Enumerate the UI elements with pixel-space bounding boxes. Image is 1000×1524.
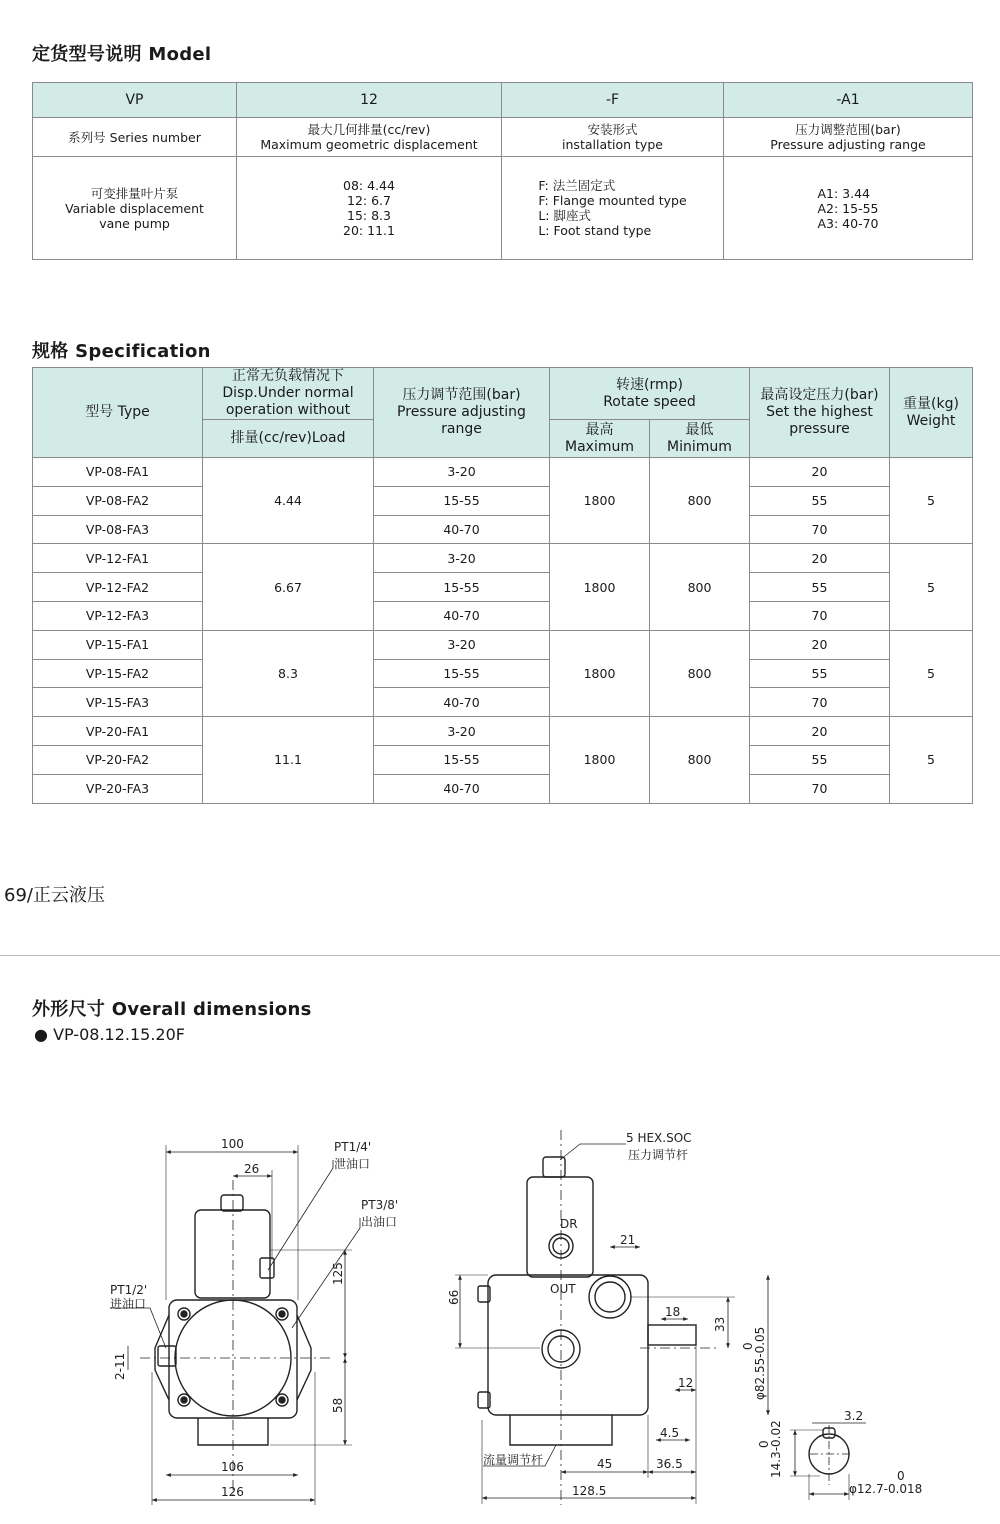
- header-line: Maximum: [565, 438, 634, 455]
- disp-sub-header: 排量(cc/rev)Load: [203, 420, 374, 458]
- pressure-range-cell: 15-55: [374, 745, 550, 774]
- table-row: [33, 688, 973, 717]
- port-label: 出油口: [361, 1215, 398, 1229]
- value-line: 20: 11.1: [343, 223, 395, 238]
- dim-label: 33: [713, 1316, 727, 1332]
- type-cell: VP-12-FA2: [33, 573, 203, 602]
- header-line: 转速(rmp): [616, 376, 683, 393]
- header-line: 最大几何排量(cc/rev): [307, 122, 431, 137]
- dim-label: 18: [665, 1305, 681, 1319]
- type-cell: VP-12-FA3: [33, 601, 203, 630]
- type-cell: VP-08-FA3: [33, 515, 203, 544]
- highest-pressure-cell: 70: [750, 601, 890, 630]
- weight-cell: 5: [890, 458, 973, 544]
- min-speed-cell: 800: [650, 630, 750, 716]
- spec-section-title: 规格 Specification: [32, 341, 211, 362]
- header-line: Minimum: [667, 438, 732, 455]
- header-line: 最高设定压力(bar): [760, 387, 879, 403]
- disp-cell: 8.3: [203, 630, 374, 716]
- page-number: 69/正云液压: [4, 885, 105, 906]
- model-value-cell: [33, 157, 237, 260]
- weight-cell: 5: [890, 630, 973, 716]
- highest-pressure-cell: 70: [750, 688, 890, 717]
- model-code-cell: VP: [33, 83, 237, 118]
- model-header-row: [33, 118, 973, 157]
- type-cell: VP-12-FA1: [33, 544, 203, 573]
- table-row: [33, 544, 973, 573]
- header-line: operation without: [225, 402, 351, 418]
- header-line: 压力调整范围(bar): [795, 122, 901, 137]
- dim-label: 3.2: [844, 1409, 864, 1423]
- dim-label: 128.5: [572, 1484, 607, 1498]
- port-label: 泄油口: [334, 1157, 371, 1171]
- header-line: Set the highest: [766, 404, 873, 420]
- dim-label: 14.3-0.02: [769, 1420, 783, 1478]
- highest-pressure-cell: 55: [750, 486, 890, 515]
- header-line: Pressure adjusting: [397, 404, 526, 420]
- type-cell: VP-08-FA1: [33, 458, 203, 487]
- highest-pressure-cell: 55: [750, 573, 890, 602]
- pressure-range-cell: 15-55: [374, 573, 550, 602]
- header-line: 最低: [685, 421, 714, 438]
- spec-header-row: [33, 368, 973, 420]
- table-row: [33, 515, 973, 544]
- dim-label: 66: [447, 1289, 461, 1305]
- pressure-range-cell: 3-20: [374, 630, 550, 659]
- pressure-range-cell: 40-70: [374, 601, 550, 630]
- max-speed-cell: 1800: [550, 717, 650, 803]
- disp-cell: 11.1: [203, 717, 374, 803]
- highest-pressure-cell: 20: [750, 544, 890, 573]
- header-line: Pressure adjusting range: [770, 137, 926, 152]
- value-line: A1: 3.44: [817, 185, 871, 201]
- type-cell: VP-15-FA3: [33, 688, 203, 717]
- header-line: Maximum geometric displacement: [260, 137, 478, 152]
- model-code-row: [33, 83, 973, 118]
- table-row: [33, 745, 973, 774]
- dim-label: 12: [678, 1376, 694, 1390]
- dim-label: 2-11: [113, 1352, 127, 1380]
- port-label: PT3/8': [361, 1198, 399, 1212]
- highest-pressure-cell: 20: [750, 458, 890, 487]
- pressure-header: [374, 368, 550, 458]
- dimensions-section-title: 外形尺寸 Overall dimensions: [32, 999, 312, 1020]
- header-line: 压力调节范围(bar): [402, 387, 521, 403]
- value-line: L: Foot stand type: [538, 223, 652, 238]
- front-view: [110, 1145, 360, 1505]
- dim-label: 106: [221, 1460, 244, 1474]
- header-line: pressure: [789, 421, 850, 437]
- hex-label: 5 HEX.SOC: [626, 1131, 692, 1145]
- table-row: [33, 717, 973, 746]
- disp-cell: 4.44: [203, 458, 374, 544]
- dim-label: 45: [597, 1457, 613, 1471]
- model-code-cell: 12: [237, 83, 502, 118]
- model-header-cell: [724, 118, 973, 157]
- table-row: [33, 630, 973, 659]
- header-line: installation type: [562, 137, 663, 152]
- hex-desc: 压力调节杆: [628, 1148, 689, 1162]
- dim-label: φ12.7-0.018: [849, 1482, 923, 1496]
- model-header-cell: [33, 118, 237, 157]
- table-row: [33, 774, 973, 803]
- disp-cell: 6.67: [203, 544, 374, 630]
- disp-header: [203, 368, 374, 420]
- dim-label: 0: [741, 1342, 755, 1350]
- model-table: [32, 82, 973, 260]
- side-view-labels: [447, 1131, 767, 1498]
- flow-label: 流量调节杆: [483, 1453, 544, 1467]
- dim-label: 125: [331, 1262, 345, 1285]
- table-row: [33, 486, 973, 515]
- port-out-label: OUT: [550, 1282, 576, 1296]
- highest-pressure-cell: 70: [750, 515, 890, 544]
- max-speed-cell: 1800: [550, 630, 650, 716]
- type-cell: VP-15-FA2: [33, 659, 203, 688]
- pressure-range-cell: 3-20: [374, 458, 550, 487]
- value-line: vane pump: [99, 215, 170, 231]
- dim-label: 126: [221, 1485, 244, 1499]
- spec-table: [32, 367, 973, 804]
- shaft-labels: [757, 1409, 922, 1496]
- highest-pressure-header: [750, 368, 890, 458]
- port-label: PT1/2': [110, 1283, 148, 1297]
- dim-label: 26: [244, 1162, 260, 1176]
- pressure-range-cell: 3-20: [374, 544, 550, 573]
- pressure-range-cell: 40-70: [374, 688, 550, 717]
- highest-pressure-cell: 70: [750, 774, 890, 803]
- dim-label: 36.5: [656, 1457, 683, 1471]
- header-line: Disp.Under normal: [222, 385, 354, 401]
- weight-cell: 5: [890, 717, 973, 803]
- highest-pressure-cell: 20: [750, 717, 890, 746]
- model-values-row: [33, 157, 973, 260]
- min-speed-header: [650, 420, 750, 458]
- type-cell: VP-20-FA3: [33, 774, 203, 803]
- value-line: F: 法兰固定式: [538, 178, 616, 193]
- dim-label: 100: [221, 1137, 244, 1151]
- spec-body: [33, 458, 973, 804]
- speed-header: [550, 368, 750, 420]
- value-line: A3: 40-70: [817, 215, 879, 231]
- header-line: range: [441, 421, 482, 437]
- model-header-cell: [502, 118, 724, 157]
- port-label: PT1/4': [334, 1140, 372, 1154]
- value-line: 08: 4.44: [343, 178, 395, 193]
- header-line: Rotate speed: [603, 393, 696, 410]
- header-line: 安装形式: [587, 122, 638, 137]
- pressure-range-cell: 3-20: [374, 717, 550, 746]
- table-row: [33, 659, 973, 688]
- model-value-cell: [724, 157, 973, 260]
- highest-pressure-cell: 55: [750, 745, 890, 774]
- value-line: Variable displacement: [65, 200, 204, 216]
- type-cell: VP-08-FA2: [33, 486, 203, 515]
- model-code-cell: -F: [502, 83, 724, 118]
- highest-pressure-cell: 55: [750, 659, 890, 688]
- type-cell: VP-20-FA1: [33, 717, 203, 746]
- model-code: VP-08.12.15.20F: [53, 1025, 185, 1044]
- dim-label: 21: [620, 1233, 636, 1247]
- model-value-cell: [502, 157, 724, 260]
- model-bullet: [34, 1025, 185, 1044]
- model-code-cell: -A1: [724, 83, 973, 118]
- weight-cell: 5: [890, 544, 973, 630]
- table-row: [33, 573, 973, 602]
- page-divider: [0, 955, 1000, 956]
- min-speed-cell: 800: [650, 544, 750, 630]
- weight-header: [890, 368, 973, 458]
- model-header-cell: [237, 118, 502, 157]
- dimension-drawing: [0, 1100, 1000, 1520]
- value-line: 12: 6.7: [347, 193, 391, 208]
- pressure-range-cell: 40-70: [374, 774, 550, 803]
- series-number-label: 系列号 Series number: [68, 129, 201, 145]
- max-speed-header: [550, 420, 650, 458]
- type-cell: VP-15-FA1: [33, 630, 203, 659]
- max-speed-cell: 1800: [550, 544, 650, 630]
- dim-label: 0: [897, 1469, 905, 1483]
- pressure-range-cell: 40-70: [374, 515, 550, 544]
- min-speed-cell: 800: [650, 717, 750, 803]
- value-line: 15: 8.3: [347, 208, 391, 223]
- header-line: Weight: [906, 412, 956, 429]
- dim-label: 0: [757, 1440, 771, 1448]
- dim-label: 4.5: [660, 1426, 680, 1440]
- table-row: [33, 601, 973, 630]
- value-line: F: Flange mounted type: [538, 193, 687, 208]
- type-header: 型号 Type: [33, 368, 203, 458]
- port-label: 进油口: [110, 1297, 147, 1311]
- header-line: 最高: [585, 421, 614, 438]
- table-row: [33, 458, 973, 487]
- value-line: A2: 15-55: [817, 200, 879, 216]
- type-cell: VP-20-FA2: [33, 745, 203, 774]
- model-section-title: 定货型号说明 Model: [32, 44, 212, 65]
- pressure-range-cell: 15-55: [374, 486, 550, 515]
- highest-pressure-cell: 20: [750, 630, 890, 659]
- dim-label: 58: [331, 1397, 345, 1413]
- header-line: 正常无负载情况下: [232, 368, 344, 384]
- dim-label: φ82.55-0.05: [753, 1326, 767, 1400]
- pressure-range-cell: 15-55: [374, 659, 550, 688]
- value-line: L: 脚座式: [538, 208, 591, 223]
- header-line: 重量(kg): [903, 395, 959, 412]
- value-line: 可变排量叶片泵: [90, 185, 179, 201]
- min-speed-cell: 800: [650, 458, 750, 544]
- model-value-cell: [237, 157, 502, 260]
- port-dr-label: DR: [560, 1217, 578, 1231]
- bullet-icon: ●: [34, 1025, 48, 1044]
- max-speed-cell: 1800: [550, 458, 650, 544]
